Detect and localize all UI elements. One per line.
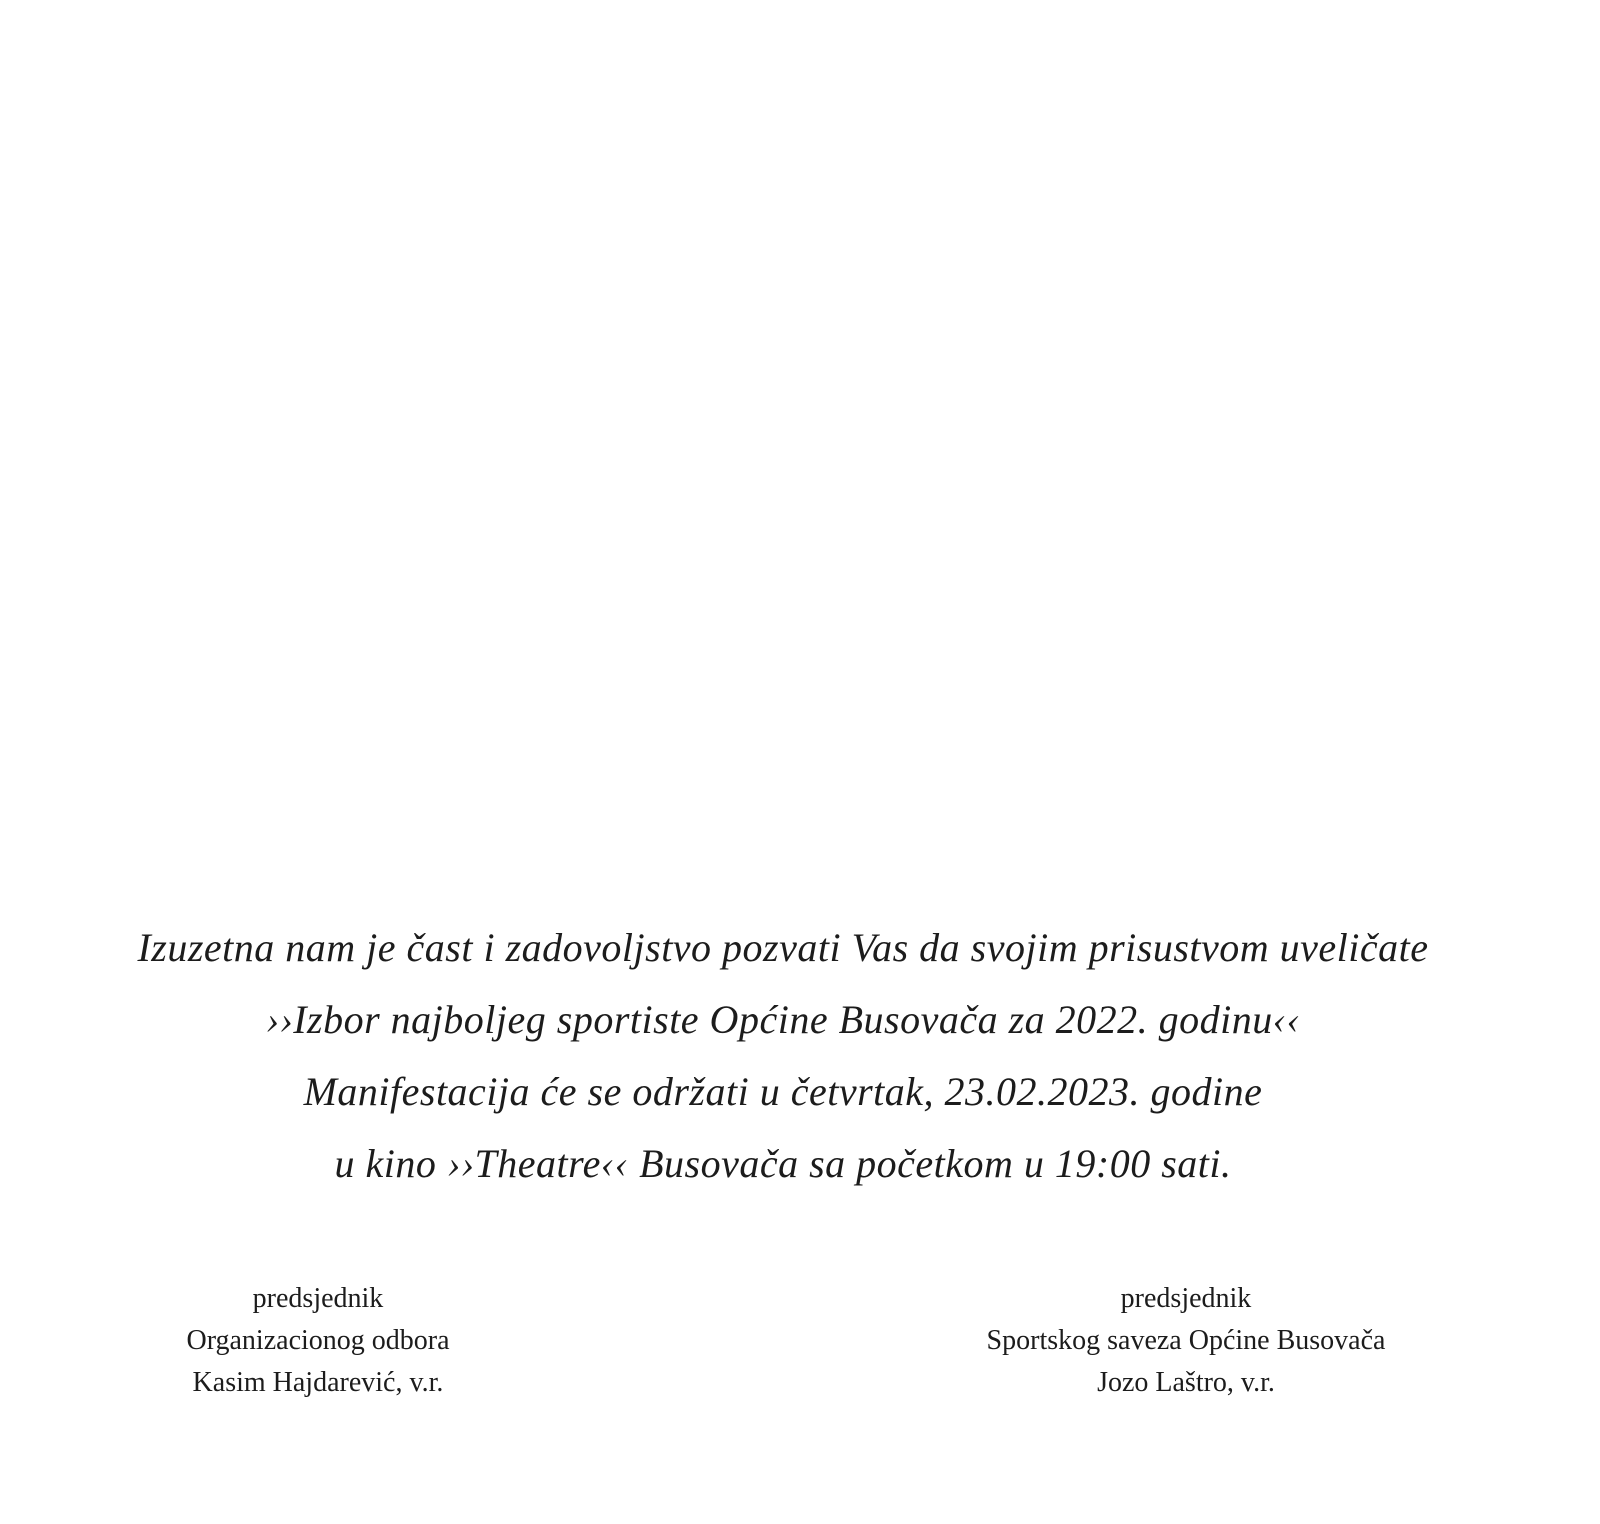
- invitation-line-1: Izuzetna nam je čast i zadovoljstvo pozvati Vas da svojim prisustvom uveličate: [137, 925, 1429, 970]
- signature-left: [158, 1278, 478, 1404]
- invitation-text-block: [0, 912, 1566, 1200]
- invitation-line-2: ››Izbor najboljeg sportiste Općine Busovača za 2022. godinu‹‹: [265, 997, 1301, 1042]
- invitation-line-3: Manifestacija će se održati u četvrtak, 23.02.2023. godine: [303, 1069, 1263, 1114]
- signature-right: [966, 1278, 1406, 1404]
- signatures-row: [0, 1278, 1600, 1408]
- signature-right-organization: Sportskog saveza Općine Busovača: [986, 1325, 1386, 1356]
- signature-right-title: predsjednik: [1120, 1283, 1252, 1314]
- signature-left-organization: Organizacionog odbora: [186, 1325, 450, 1356]
- invitation-line-4: u kino ››Theatre‹‹ Busovača sa početkom u 19:00 sati.: [334, 1141, 1232, 1186]
- signature-left-name: Kasim Hajdarević, v.r.: [192, 1367, 444, 1398]
- signature-left-title: predsjednik: [252, 1283, 384, 1314]
- signature-right-name: Jozo Laštro, v.r.: [1097, 1367, 1275, 1398]
